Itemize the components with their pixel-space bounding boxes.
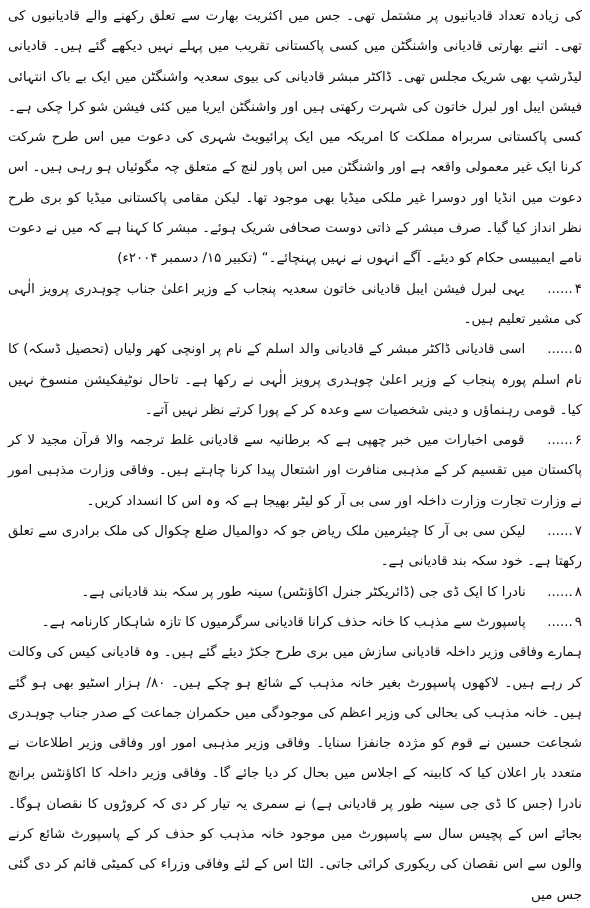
item-text: قومی اخبارات میں خبر چھپی ہے کہ برطانیہ سے قادیانی غلط ترجمہ والا قرآن مجید لا کر پاکستان میں تقسیم کر کے مذہبی منافرت اور اشتعال پیدا کرنا چاہتے ہیں۔ وفاقی وزارت مذہبی امور نے وزارت تجارت وزارت داخلہ اور سی بی آر کو لیٹر بھیجا ہے کہ وہ اس کا انسداد کریں۔ bbox=[8, 433, 582, 509]
list-item bbox=[8, 578, 582, 608]
item-text: پاسپورٹ سے مذہب کا خانہ حذف کرانا قادیانی سرگرمیوں کا تازہ شاہکار کارنامہ ہے۔ bbox=[41, 614, 526, 630]
list-item bbox=[8, 517, 582, 578]
list-item bbox=[8, 275, 582, 336]
list-item bbox=[8, 426, 582, 517]
item-number: ۵ ...... bbox=[530, 335, 582, 365]
item-text: یہی لبرل فیشن ایبل قادیانی خاتون سعدیہ پنجاب کے وزیر اعلیٰ جناب چوہدری پرویز الٰہی کی مشیر تعلیم ہیں۔ bbox=[8, 281, 582, 327]
item-text: نادرا کا ایک ڈی جی (ڈائریکٹر جنرل اکاؤنٹس) سینہ طور پر سکہ بند قادیانی ہے۔ bbox=[81, 584, 526, 600]
item-text: اسی قادیانی ڈاکٹر مبشر کے قادیانی والد اسلم کے نام پر اونچی کھر ولیاں (تحصیل ڈسکہ) کا نام اسلم پورہ پنجاب کے وزیر اعلیٰ چوہدری پرویز الٰہی نے رکھا ہے۔ تاحال نوٹیفکیشن منسوخ نہیں کیا۔ قومی رہنماؤں و دینی شخصیات سے وعدہ کر کے پورا کرتے نظر نہیں آتے۔ bbox=[8, 342, 582, 418]
list-item bbox=[8, 608, 582, 638]
item-number: ۴ ...... bbox=[530, 275, 582, 305]
continuation-paragraph: ہمارے وفاقی وزیر داخلہ قادیانی سازش میں بری طرح جکڑ دیئے گئے ہیں۔ وہ قادیانی کیس کی وکالت کر رہے ہیں۔ لاکھوں پاسپورٹ بغیر خانہ مذہب کے شائع ہو چکے ہیں۔ ۸۰/ ہزار اسٹیو بھی ہو گئے ہیں۔ خانہ مذہب کی بحالی کی وزیر اعظم کی موجودگی میں حکمران جماعت کے صدر جناب چوہدری شجاعت حسین نے قوم کو مژدہ جانفزا سنایا۔ وفاقی وزیر مذہبی امور اور وفاقی وزیر اطلاعات نے متعدد بار اعلان کیا کہ کابینہ کے اجلاس میں بحال کر دیا جائے گا۔ وفاقی وزیر داخلہ کا اکاؤنٹس برانچ نادرا (جس کا ڈی جی سینہ طور پر قادیانی ہے) نے سمری یہ تیار کر دی کہ کروڑوں کا نقصان ہوگا۔ بجائے اس کے پچیس سال سے پاسپورٹ میں موجود خانہ مذہب کو حذف کر کے پاسپورٹ شائع کرنے والوں سے اس نقصان کی ریکوری کرائی جاتی۔ الٹا اس کے لئے وفاقی وزراء کی کمیٹی قائم کر دی گئی جس میں bbox=[8, 645, 582, 903]
list-item bbox=[8, 335, 582, 426]
item-number: ۷ ...... bbox=[530, 517, 582, 547]
item-number: ۸ ...... bbox=[530, 578, 582, 608]
item-number: ۹ ...... bbox=[530, 608, 582, 638]
item-number: ۶ ...... bbox=[530, 426, 582, 456]
intro-paragraph: کی زیادہ تعداد قادیانیوں پر مشتمل تھی۔ جس میں اکثریت بھارت سے تعلق رکھنے والے قادیانیوں کی تھی۔ اتنے بھارتی قادیانی واشنگٹن میں کسی پاکستانی تقریب میں پہلے نہیں دیکھے گئے ہیں۔ قادیانی لیڈرشپ بھی شریک مجلس تھی۔ ڈاکٹر مبشر قادیانی کی بیوی سعدیہ واشنگٹن میں ایک بے باک انتہائی فیشن ایبل اور لبرل خاتون کی شہرت رکھتی ہیں اور واشنگٹن ایریا میں کئی فیشن شو کرا چکی ہے۔ کسی پاکستانی سربراہ مملکت کا امریکہ میں ایک پرائیویٹ شہری کی دعوت میں اس طرح شرکت کرنا ایک غیر معمولی واقعہ ہے اور واشنگٹن میں اس پاور لنچ کے متعلق چہ مگوئیاں ہو رہی ہیں۔ اس دعوت میں انڈیا اور دوسرا غیر ملکی میڈیا بھی موجود تھا۔ لیکن مقامی پاکستانی میڈیا کو بری طرح نظر انداز کیا گیا۔ صرف مبشر کے ذاتی دوست صحافی شریک ہوئے۔ مبشر کا کہنا ہے کہ میں نے دعوت نامے ایمبیسی حکام کو دیئے۔ آگے انہوں نے نہیں پہنچائے۔“ (تکبیر ۱۵/ دسمبر ۲۰۰۴ء) bbox=[8, 9, 582, 267]
item-text: لیکن سی بی آر کا چیئرمین ملک ریاض جو کہ دوالمیال ضلع چکوال کی ملک برادری سے تعلق رکھتا ہے۔ خود سکہ بند قادیانی ہے۔ bbox=[8, 524, 582, 570]
